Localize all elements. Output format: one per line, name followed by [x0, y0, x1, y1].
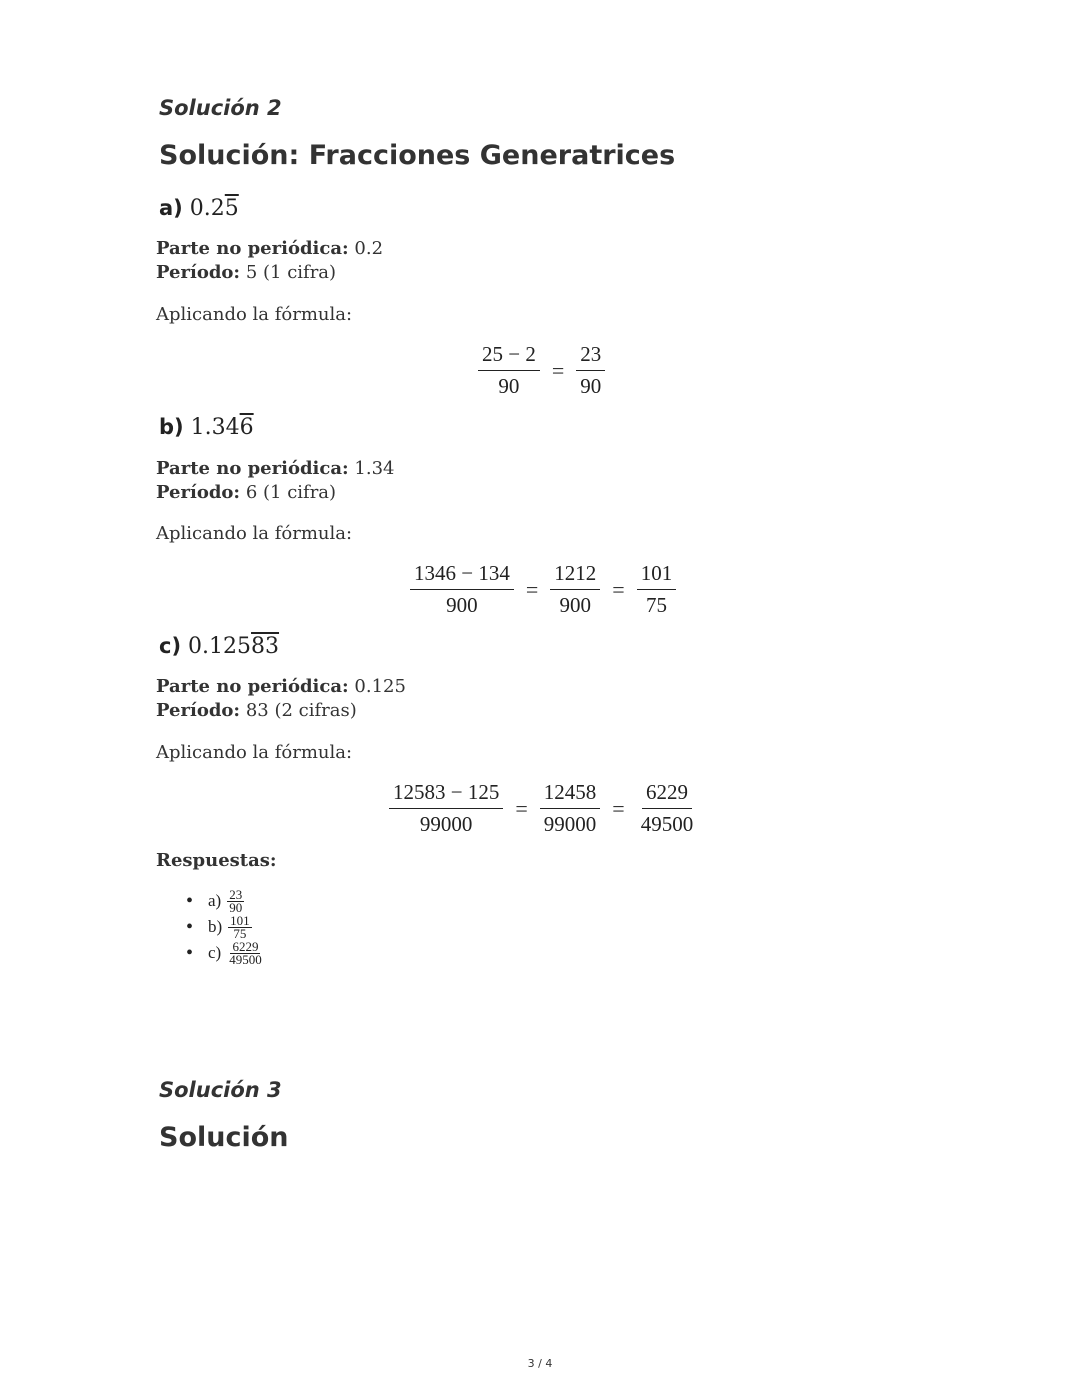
fraction: $\frac{12583 - 125}{99000}$ — [387, 780, 505, 837]
solution-3-title: Solución — [159, 1122, 289, 1153]
part-b-period: Período: 6 (1 cifra) — [156, 482, 337, 503]
part-a-period: Período: 5 (1 cifra) — [156, 262, 337, 283]
part-a-non-periodic: Parte no periódica: 0.2 — [156, 238, 384, 259]
solution-2-title: Solución: Fracciones Generatrices — [159, 140, 676, 171]
part-b-heading — [159, 415, 254, 440]
list-item: • c) $\frac{6229}{49500}$ — [186, 938, 262, 967]
answers-title: Respuestas: — [156, 850, 277, 871]
fraction: $\frac{12458}{99000}$ — [538, 780, 603, 837]
fraction: $\frac{23}{90}$ — [229, 886, 243, 915]
fraction: $\frac{1212}{900}$ — [548, 561, 602, 618]
part-c-period: Período: 83 (2 cifras) — [156, 700, 357, 721]
answers-list — [186, 888, 264, 966]
part-a-number: 0.25 — [189, 196, 239, 221]
part-c-letter: c) — [159, 634, 182, 658]
bullet-icon: • — [186, 941, 194, 964]
fraction: $\frac{25 - 2}{90}$ — [476, 342, 542, 399]
solution-2-label: Solución 2 — [159, 96, 282, 120]
fraction: $\frac{6229}{49500}$ — [229, 938, 262, 967]
list-item: • b) $\frac{101}{75}$ — [186, 912, 250, 941]
solution-3-label: Solución 3 — [159, 1078, 282, 1102]
fraction: $\frac{6229}{49500}$ — [640, 780, 694, 836]
fraction: $\frac{101}{75}$ — [635, 561, 679, 618]
part-b-number: 1.346 — [190, 415, 254, 440]
fraction: $\frac{23}{90}$ — [574, 342, 607, 399]
part-c-heading — [159, 634, 279, 659]
fraction: $\frac{101}{75}$ — [230, 912, 250, 941]
page-number: 3 / 4 — [527, 1357, 553, 1370]
bullet-icon: • — [186, 889, 194, 912]
part-c-formula-text: Aplicando la fórmula: — [156, 742, 353, 763]
list-item: • a) $\frac{23}{90}$ — [186, 886, 243, 915]
part-b-non-periodic: Parte no periódica: 1.34 — [156, 458, 395, 479]
part-a-heading — [159, 196, 239, 221]
part-b-equation: $\frac{1346 - 134}{900}$ = $\frac{1212}{900}$ = $\frac{101}{75}$ — [408, 561, 678, 618]
bullet-icon: • — [186, 915, 194, 938]
part-c-number: 0.12583 — [188, 634, 280, 659]
part-c-equation: $\frac{12583 - 125}{99000}$ = $\frac{12458}{99000}$ = $\frac{6229}{49500}$ — [387, 780, 699, 837]
part-b-formula-text: Aplicando la fórmula: — [156, 523, 353, 544]
part-b-letter: b) — [159, 415, 184, 439]
part-a-formula-text: Aplicando la fórmula: — [156, 304, 353, 325]
fraction: $\frac{1346 - 134}{900}$ — [408, 561, 516, 618]
part-c-non-periodic: Parte no periódica: 0.125 — [156, 676, 406, 697]
part-a-equation: $\frac{25 - 2}{90}$ = $\frac{23}{90}$ — [476, 342, 607, 399]
part-a-letter: a) — [159, 196, 183, 220]
